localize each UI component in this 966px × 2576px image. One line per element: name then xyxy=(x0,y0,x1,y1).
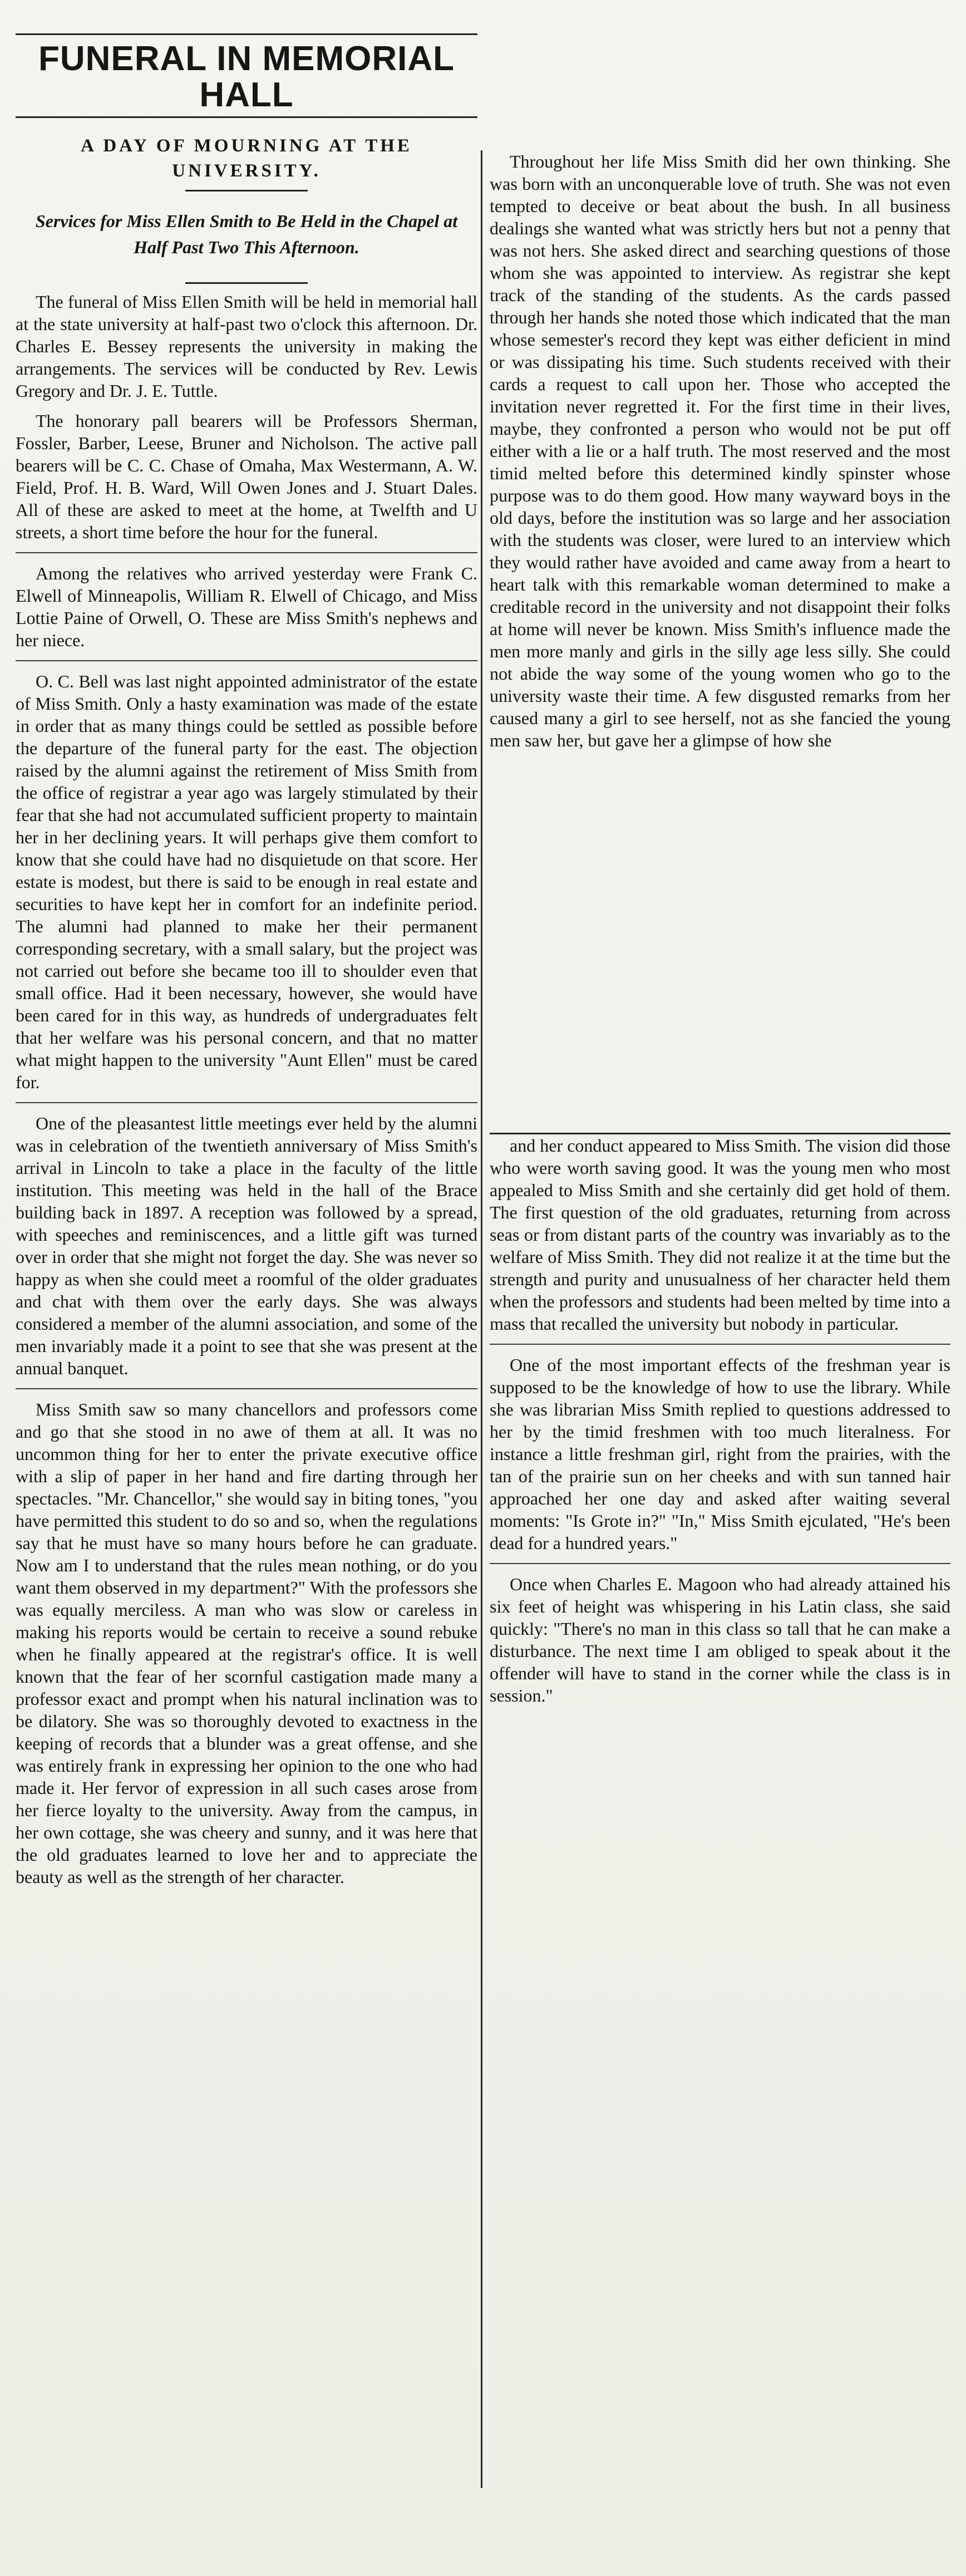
section-rule xyxy=(16,660,477,661)
paragraph-pall-bearers: The honorary pall bearers will be Professors Sherman, Fossler, Barber, Leese, Bruner and Nicholson. The active pall bearers will be C. C. Chase of Omaha, Max Westermann, A. W. Field, Prof. H. B. Ward, Will Owen Jones and J. Stuart Dales. All of these are asked to meet at the home, at Twelfth and U streets, a short time before the hour for the funeral. xyxy=(16,411,477,543)
paragraph-chancellors: Miss Smith saw so many chancellors and professors come and go that she stood in no awe of them at all. It was no uncommon thing for her to enter the private executive office with a slip of paper in her hand and fire darting through her spectacles. "Mr. Chancellor," she would say in biting tones, "you have permitted this student to do so and so, when the regulations say that he must have so many hours before he can graduate. Now am I to understand that the rules mean nothing, or do you want them observed in my department?" With the professors she was equally merciless. A man who was slow or careless in making his reports would be certain to receive a sound rebuke when he finally appeared at the registrar's office. It is well known that the fear of her scornful castigation made many a professor exact and prompt when his natural inclination was to be dilatory. She was so thoroughly devoted to exactness in the keeping of records that a blunder was a great offense, and she was entirely frank in expressing her opinion to the one who had made it. Her fervor of expression in all such cases arose from her fierce loyalty to the university. Away from the campus, in her own cottage, she was cheery and sunny, and it was here that the old graduates learned to love her and to appreciate the beauty as well as the strength of her character. xyxy=(16,1399,477,1887)
paragraph-conduct: and her conduct appeared to Miss Smith. The vision did those who were worth saving good. It was the young men who most appealed to Miss Smith and she certainly did get hold of them. The first question of the old graduates, returning from across seas or from distant parts of the country was invariably as to the welfare of Miss Smith. They did not realize it at the time but the strength and purity and unusualness of her character held them when the professors and students had been melted by time into a mass that recalled the university but nobody in particular. xyxy=(490,1135,950,1334)
paragraph-library: One of the most important effects of the freshman year is supposed to be the knowledge of how to use the library. While she was librarian Miss Smith replied to questions addressed to her by the timid freshmen with too much literalness. For instance a little freshman girl, right from the prairies, with the tan of the prairie sun on her cheeks and with sun tanned hair approached her one day and asked after waiting several moments: "Is Grote in?" "In," Miss Smith ejculated, "He's been dead for a hundred years." xyxy=(490,1355,950,1553)
headline: FUNERAL IN MEMORIAL HALL xyxy=(38,40,455,115)
right-column-upper xyxy=(490,150,950,759)
paragraph-estate: O. C. Bell was last night appointed administrator of the estate of Miss Smith. Only a hasty examination was made of the estate in order that as many things could be settled as possible before the departure of the funeral party for the east. The objection raised by the alumni against the retirement of Miss Smith from the office of registrar a year ago was largely stimulated by their fear that she had not accumulated sufficient property to maintain her in her declining years. It will perhaps give them comfort to know that she could have had no disquietude on that score. Her estate is modest, but there is said to be enough in real estate and securities to have kept her in comfort for an indefinite period. The alumni had planned to make her their permanent corresponding secretary, with a small salary, but the project was not carried out before she became too ill to shoulder even that small office. Had it been necessary, however, she would have been cared for in this way, as hundreds of undergraduates felt that her welfare was his personal concern, and that no matter what might happen to the university "Aunt Ellen" must be cared for. xyxy=(16,671,477,1093)
right-column-lower xyxy=(490,1133,950,1714)
section-rule xyxy=(16,552,477,553)
paragraph-truth: Throughout her life Miss Smith did her own thinking. She was born with an unconquerable love of truth. She was not even tempted to deceive or beat about the bush. In all business dealings she wanted what was strictly hers but not a penny that was not hers. She asked direct and searching questions of those whom she was appointed to interview. As registrar she kept track of the standing of the students. As the cards passed through her hands she noted those which indicated that the man whose semester's record they kept was either deficient in mind or was dissipating his time. Such students received with their cards a request to call upon her. Those who accepted the invitation never regretted it. For the first time in their lives, maybe, they confronted a person who would not be put off either with a lie or a half truth. The most reserved and the most timid melted before this determined kindly spinster whose purpose was to do them good. How many wayward boys in the old days, before the institution was so large and her association with the students was closer, were lured to an interview which they would rather have avoided and came away from a heart to heart talk with this remarkable woman determined to make a creditable record in the university and not disappoint their folks at home will never be known. Miss Smith's influence made the men more manly and girls in the silly age less silly. She could not abide the way some of the young women who go to the university waste their time. A few disgusted remarks from her caused many a girl to see herself, not as she fancied the young men saw her, but gave her a glimpse of how she xyxy=(490,151,950,750)
section-rule xyxy=(490,1344,950,1345)
subhead-rule xyxy=(185,190,308,191)
subheadline-secondary: Services for Miss Ellen Smith to Be Held in the Chapel at Half Past Two This Afternoon. xyxy=(35,211,458,257)
section-rule xyxy=(490,1563,950,1564)
paragraph-relatives: Among the relatives who arrived yesterday were Frank C. Elwell of Minneapolis, William R. Elwell of Chicago, and Miss Lottie Paine of Orwell, O. These are Miss Smith's nephews and her niece. xyxy=(16,563,477,651)
section-rule xyxy=(16,1102,477,1103)
deck-rule xyxy=(185,282,308,284)
top-rule xyxy=(16,33,477,35)
section-rule xyxy=(16,1388,477,1389)
paragraph-funeral: The funeral of Miss Ellen Smith will be held in memorial hall at the state university at half-past two o'clock this afternoon. Dr. Charles E. Bessey represents the university in making the arrangements. The services will be conducted by Rev. Lewis Gregory and Dr. J. E. Tuttle. xyxy=(16,292,477,401)
left-column xyxy=(16,33,477,1896)
column-divider xyxy=(481,150,482,2488)
paragraph-magoon: Once when Charles E. Magoon who had already attained his six feet of height was whispering in his Latin class, she said quickly: "There's no man in this class so tall that he can make a disturbance. The next time I am obliged to speak about it the offender will have to stand in the corner while the class is in session." xyxy=(490,1574,950,1705)
paragraph-anniversary: One of the pleasantest little meetings ever held by the alumni was in celebration of the twentieth anniversary of Miss Smith's arrival in Lincoln to take a place in the faculty of the little institution. This meeting was held in the hall of the Brace building back in 1897. A reception was followed by a spread, with speeches and reminiscences, and a little gift was turned over in order that she might not forget the day. She was never so happy as when she could meet a roomful of the older graduates and chat with them over the early days. She was always considered a member of the alumni association, and some of the men invariably made it a point to see that she was present at the annual banquet. xyxy=(16,1113,477,1379)
subheadline-primary: A DAY OF MOURNING AT THE UNIVERSITY. xyxy=(81,136,412,181)
headline-rule xyxy=(16,116,477,118)
